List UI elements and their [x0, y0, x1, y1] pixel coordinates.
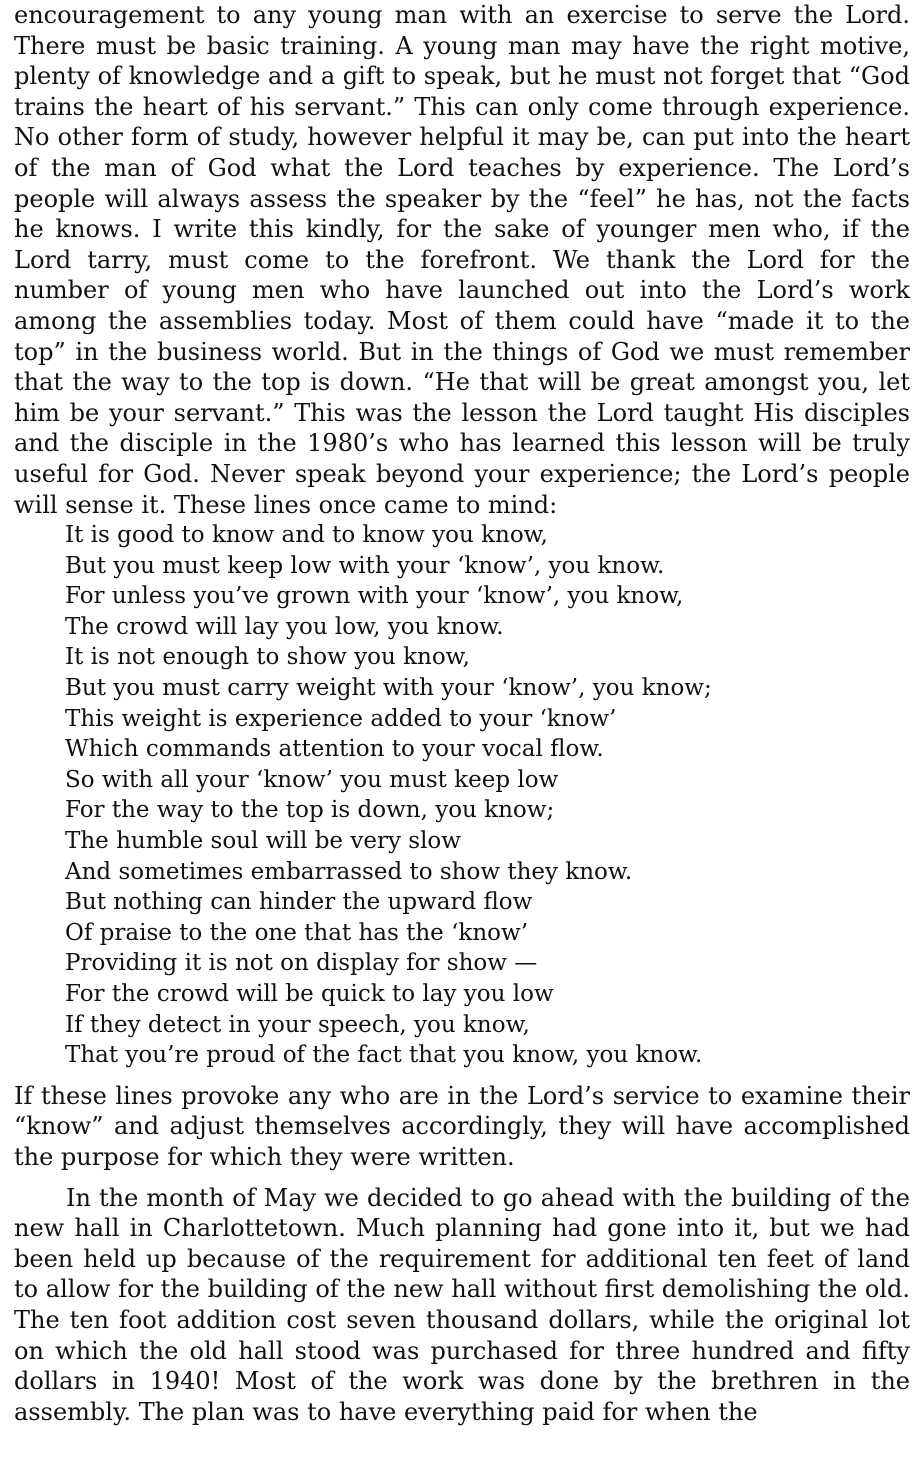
- poem-line: The humble soul will be very slow: [65, 828, 461, 855]
- poem-line: For the crowd will be quick to lay you low: [65, 981, 554, 1007]
- poem-line: Of praise to the one that has the ‘know’: [65, 919, 528, 946]
- paragraph-training: encouragement to any young man with an exercise to serve the Lord. There must be basic training. A young man may have the right motive, plenty of knowledge and a gift to speak, but he must not forget that “God trains the heart of his servant.” This can only come through experience. No other form of study, however helpful it may be, can put into the heart of the man of God what the Lord teaches by experience. The Lord’s people will always assess the speaker by the “feel” he has, not the facts he knows. I write this kindly, for the sake of younger men who, if the Lord tarry, must come to the forefront. We thank the Lord for the number of young men who have launched out into the Lord’s work among the assemblies today. Most of them could have “made it to the top” in the business world. But in the things of God we must remember that the way to the top is down. “He that will be great amongst you, let him be your servant.” This was the lesson the Lord taught His disciples and the disciple in the 1980’s who has learned this lesson will be truly useful for God. Never speak beyond your experience; the Lord’s people will sense it. These lines once came to mind:: [14, 1, 910, 519]
- paragraph-new-hall: In the month of May we decided to go ahead with the building of the new hall in Charlottetown. Much planning had gone into it, but we had been held up because of the requirement for additional ten feet of land to allow for the building of the new hall without first demolishing the old. The ten foot addition cost seven thousand dollars, while the original lot on which the old hall stood was purchased for three hundred and fifty dollars in 1940! Most of the work was done by the brethren in the assembly. The plan was to have everything paid for when the: [14, 1183, 910, 1426]
- poem-line: If they detect in your speech, you know,: [65, 1011, 530, 1038]
- poem-line: This weight is experience added to your ‘know’: [65, 705, 617, 732]
- paragraph-purpose: If these lines provoke any who are in the Lord’s service to examine their “know” and adjust themselves accordingly, they will have accomplished the purpose for which they were written.: [14, 1081, 910, 1171]
- document-page: [14, 0, 910, 1427]
- poem-line: It is good to know and to know you know,: [65, 522, 548, 549]
- poem-line: But you must carry weight with your ‘know’, you know;: [65, 675, 712, 702]
- poem-line: Providing it is not on display for show —: [65, 950, 538, 977]
- poem-line: And sometimes embarrassed to show they know.: [65, 858, 633, 885]
- poem-line: For the way to the top is down, you know;: [65, 797, 555, 824]
- poem-line: Which commands attention to your vocal flow.: [65, 736, 604, 763]
- poem-line: That you’re proud of the fact that you know, you know.: [65, 1042, 703, 1069]
- poem-line: But nothing can hinder the upward flow: [65, 889, 533, 916]
- poem-line: For unless you’ve grown with your ‘know’, you know,: [65, 583, 684, 610]
- poem: [65, 520, 910, 1071]
- poem-line: The crowd will lay you low, you know.: [65, 613, 504, 640]
- poem-line: It is not enough to show you know,: [65, 644, 470, 671]
- poem-line: But you must keep low with your ‘know’, you know.: [65, 552, 665, 579]
- poem-line: So with all your ‘know’ you must keep low: [65, 766, 559, 793]
